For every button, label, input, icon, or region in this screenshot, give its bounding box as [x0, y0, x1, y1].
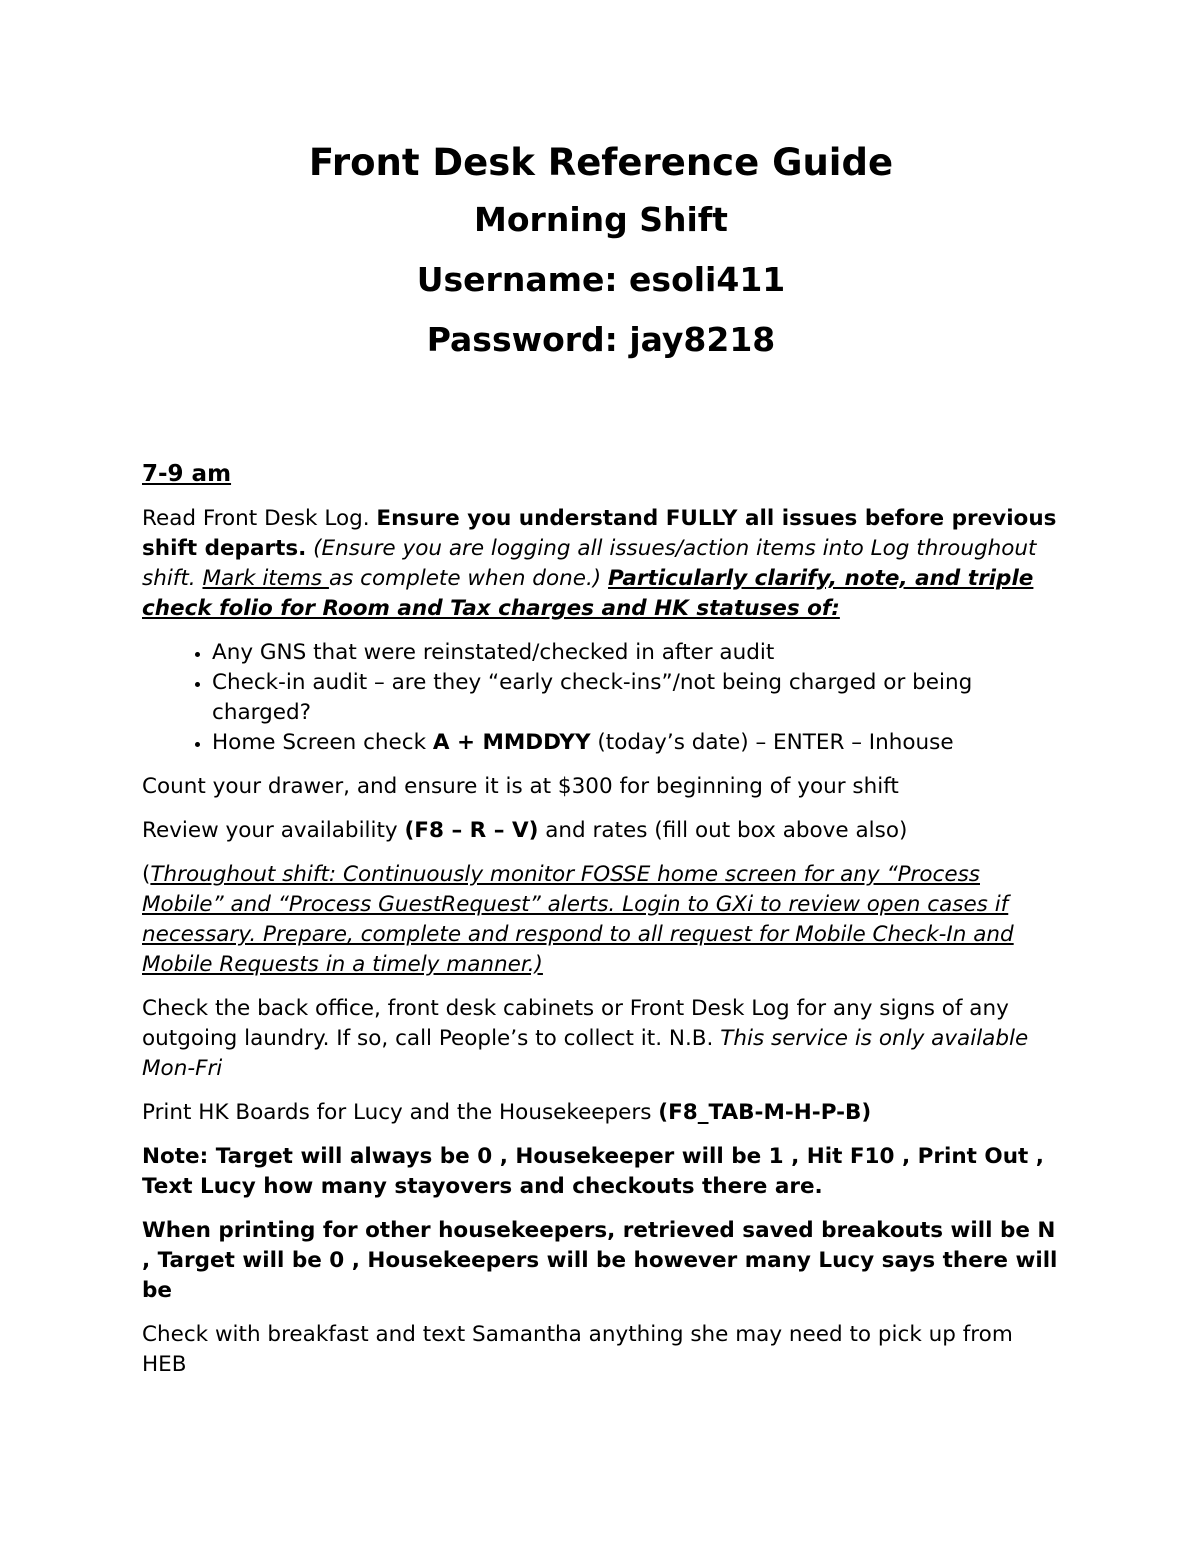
p4-paren: ( — [142, 862, 151, 887]
section-heading: 7-9 am — [142, 461, 232, 487]
list-item: • Check-in audit – are they “early check-ins”/not being charged or being charged? — [212, 668, 1060, 728]
drawer-paragraph: Count your drawer, and ensure it is at $300 for beginning of your shift — [142, 774, 899, 799]
laundry-paragraph — [142, 994, 1060, 1084]
monitor-paragraph — [142, 860, 1060, 980]
bullet3-text-1: Home Screen check — [212, 730, 433, 755]
read-log-paragraph — [142, 504, 1060, 624]
list-item — [212, 728, 1060, 758]
p1-space — [601, 566, 608, 591]
availability-paragraph — [142, 816, 1060, 846]
p6-bold-text: (F8_TAB-M-H-P-B) — [658, 1100, 872, 1125]
bullet3-text-2: (today’s date) – ENTER – Inhouse — [590, 730, 954, 755]
p5-italic-text: This service is only available Mon-Fri — [142, 1026, 1029, 1081]
p1-bold-text: Ensure you understand FULLY all issues before previous shift departs. — [142, 506, 1057, 561]
title-block — [142, 0, 1060, 362]
p1-text-1: Read Front Desk Log. — [142, 506, 377, 531]
p6-text: Print HK Boards for Lucy and the Housekeepers — [142, 1100, 659, 1125]
p5-text: Check the back office, front desk cabinets or Front Desk Log for any signs of any outgoing laundry. If so, call People’s to collect it. N.B. — [142, 996, 1009, 1051]
p3-text-1: Review your availability — [142, 818, 405, 843]
p1-italic-underlined-text: Mark items — [202, 566, 329, 591]
username-line: Username: esoli411 — [416, 260, 786, 299]
password-line: Password: jay8218 — [426, 320, 776, 359]
p1-emphasis-text: Particularly clarify, note, and triple check folio for Room and Tax charges and HK statuses of: — [142, 566, 1034, 621]
p3-text-2: and rates (fill out box above also) — [538, 818, 908, 843]
hk-boards-paragraph — [142, 1098, 1060, 1128]
shift-name: Morning Shift — [474, 200, 728, 239]
list-item: • Any GNS that were reinstated/checked in after audit — [212, 638, 1060, 668]
note-paragraph: Note: Target will always be 0 , Housekeeper will be 1 , Hit F10 , Print Out , Text Lucy how many stayovers and checkouts there are. — [142, 1144, 1044, 1199]
check-list — [142, 638, 1060, 758]
p3-bold-text: (F8 – R – V) — [404, 818, 539, 843]
p1-italic-text-2: as complete when done.) — [328, 566, 602, 591]
p1-italic-text: (Ensure you are logging all issues/action items into Log throughout shift. — [142, 536, 1037, 591]
printing-paragraph: When printing for other housekeepers, retrieved saved breakouts will be N , Target will be 0 , Housekeepers will be however many Lucy says there will be — [142, 1218, 1058, 1303]
bullet3-bold-text: A + MMDDYY — [432, 730, 591, 755]
breakfast-paragraph: Check with breakfast and text Samantha anything she may need to pick up from HEB — [142, 1322, 1013, 1377]
p4-italic-underlined-text: Throughout shift: Continuously monitor FOSSE home screen for any “Process Mobile” and “Process GuestRequest” alerts. Login to GXi to review open cases if necessary. Prepare, complete and respond to all request for Mobile Check-In and Mobile Requests in a timely manner.) — [142, 862, 1014, 977]
document-title: Front Desk Reference Guide — [308, 141, 894, 184]
